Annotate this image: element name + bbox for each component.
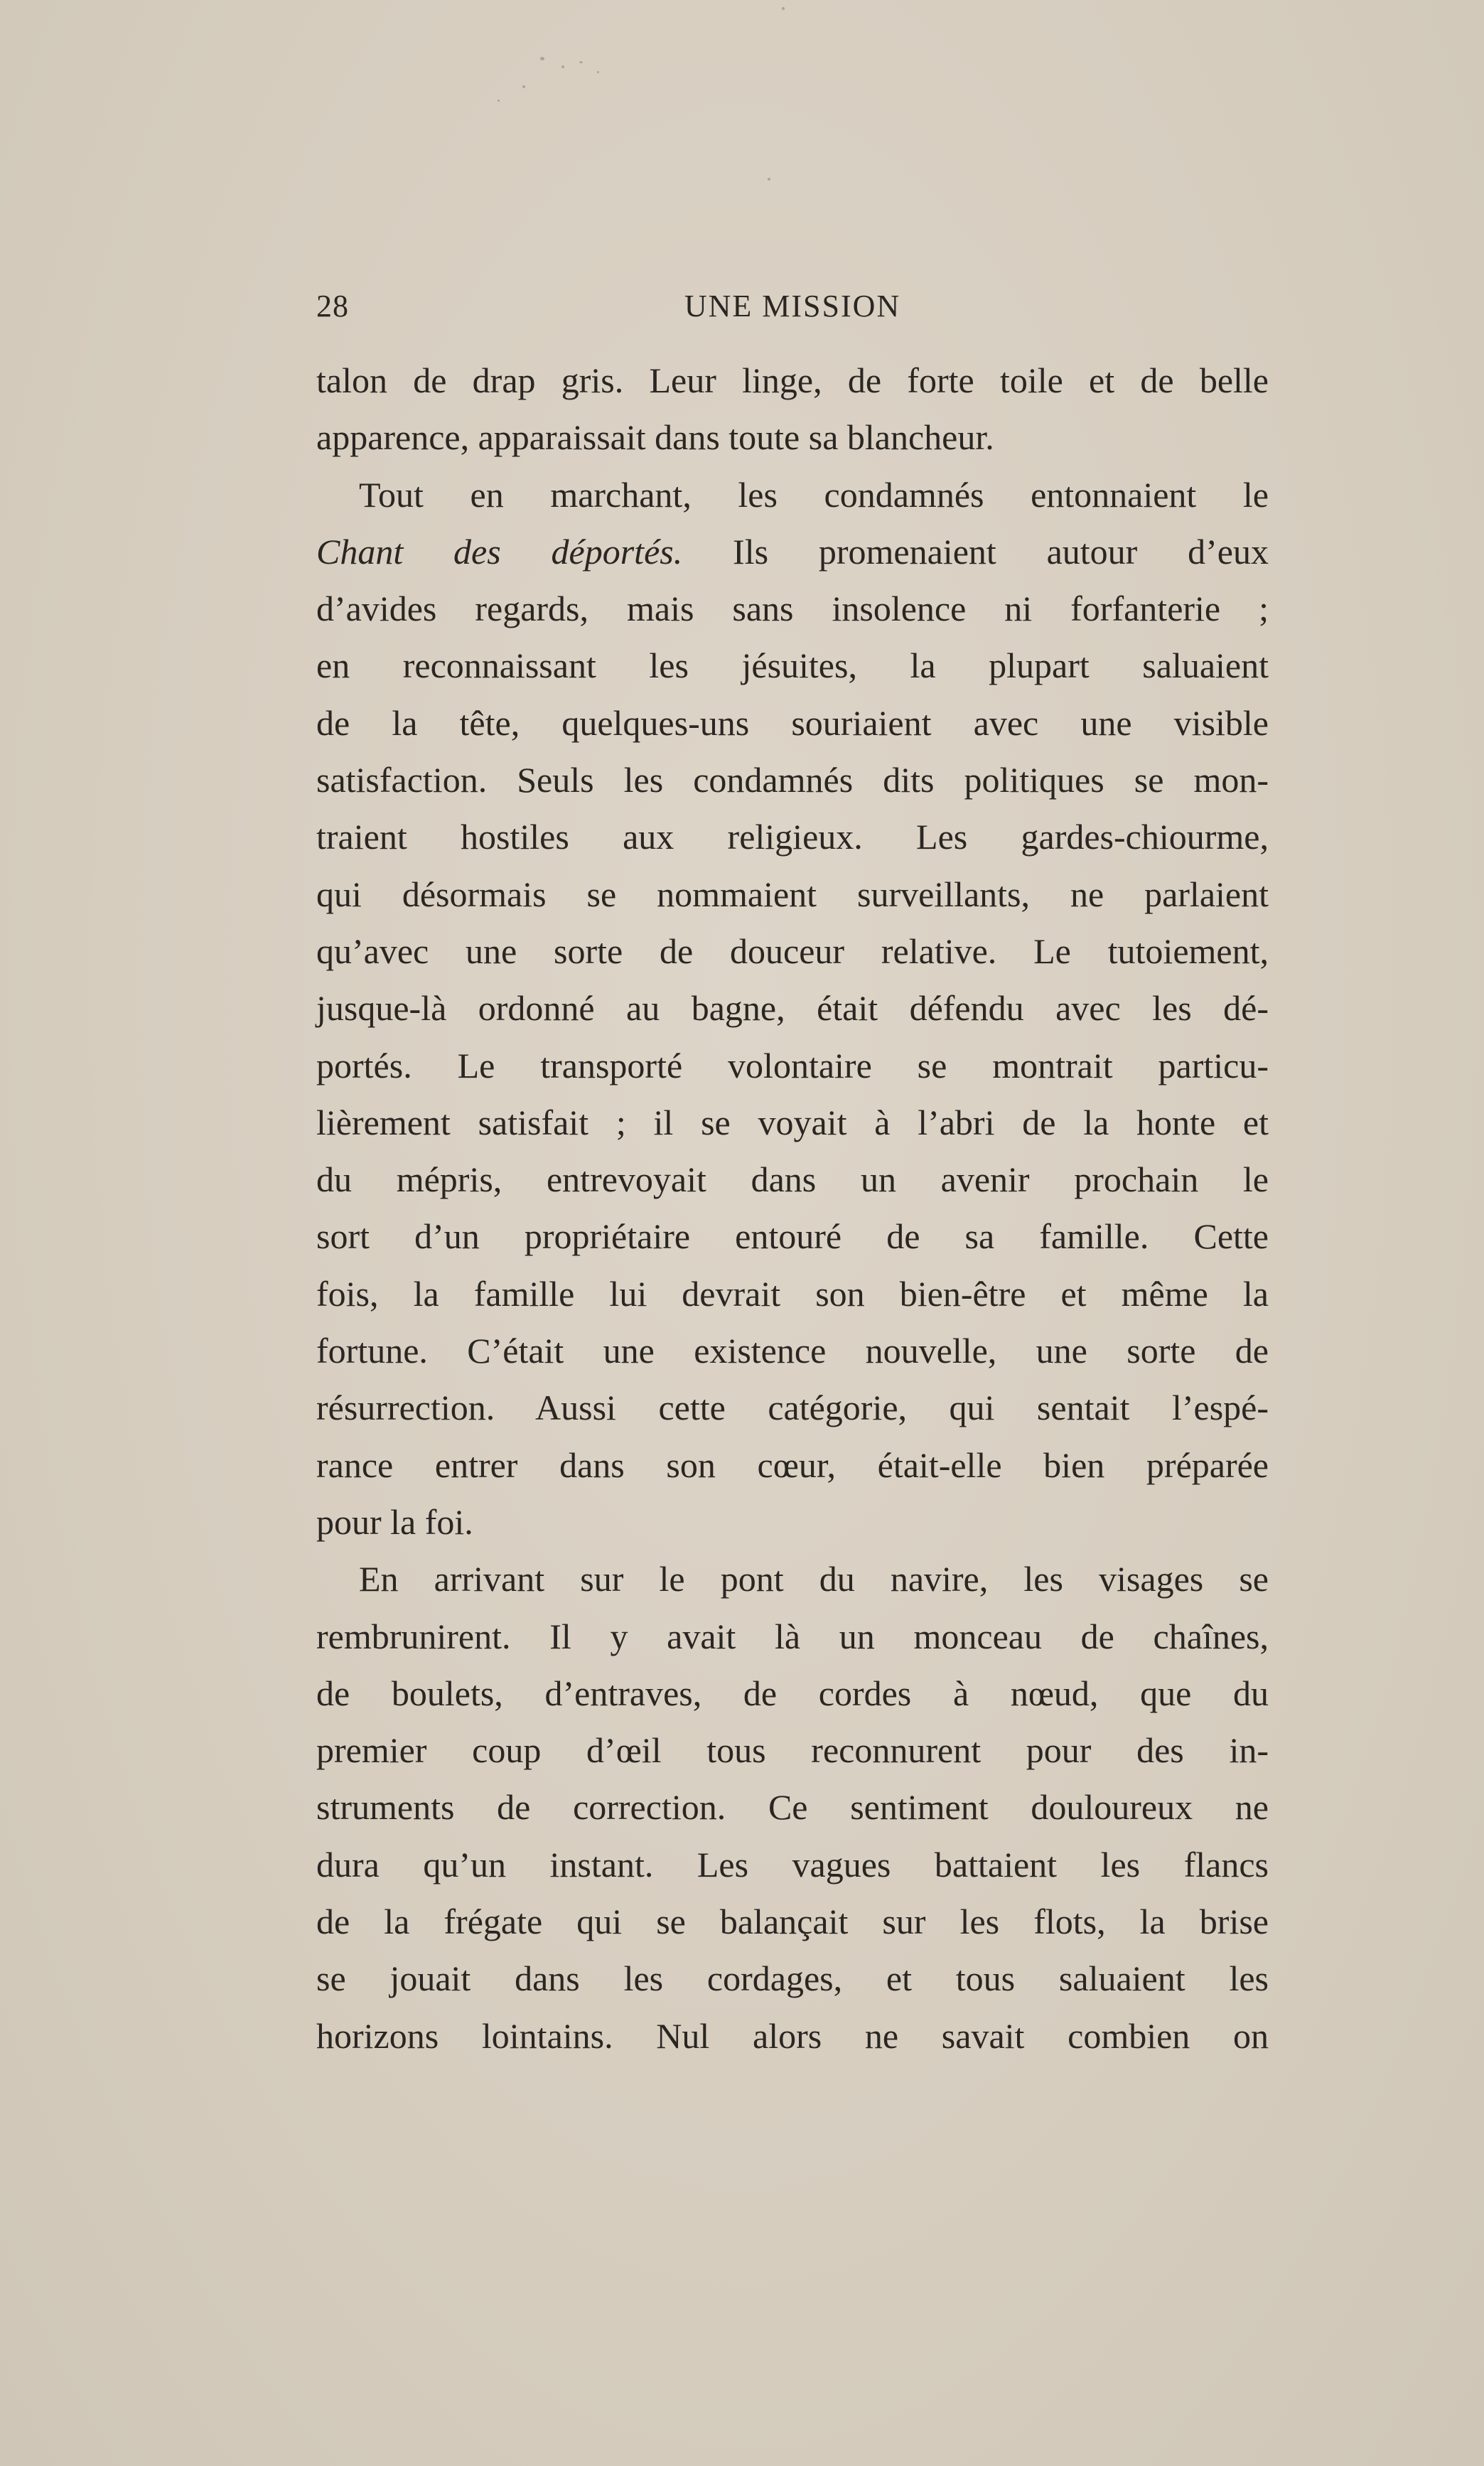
text-line: traient hostiles aux religieux. Les gardes-chiourme, <box>316 817 1269 857</box>
text-line: satisfaction. Seuls les condamnés dits politiques se mon- <box>316 760 1269 800</box>
foxing-speck <box>498 100 500 102</box>
text-line: résurrection. Aussi cette catégorie, qui sentait l’espé- <box>316 1388 1269 1428</box>
foxing-speck <box>540 57 544 60</box>
text-line: premier coup d’œil tous reconnurent pour des in- <box>316 1730 1269 1771</box>
foxing-speck <box>579 61 583 63</box>
text-line: se jouait dans les cordages, et tous saluaient les <box>316 1958 1269 1999</box>
text-line: qui désormais se nommaient surveillants, ne parlaient <box>316 874 1269 914</box>
text-line: portés. Le transporté volontaire se montrait particu- <box>316 1045 1269 1085</box>
text-line: qu’avec une sorte de douceur relative. Le tutoiement, <box>316 931 1269 971</box>
foxing-speck <box>782 7 785 10</box>
text-line-rest: Ils promenaient autour d’eux <box>682 531 1269 572</box>
page-number: 28 <box>316 289 349 323</box>
text-line: rembrunirent. Il y avait là un monceau de chaînes, <box>316 1616 1269 1656</box>
running-head <box>316 288 1269 338</box>
text-line: apparence, apparaissait dans toute sa blancheur. <box>316 417 994 458</box>
foxing-speck <box>561 65 564 68</box>
text-line: horizons lointains. Nul alors ne savait combien on <box>316 2015 1269 2056</box>
text-line: rance entrer dans son cœur, était-elle bien préparée <box>316 1444 1269 1485</box>
text-line: de la frégate qui se balançait sur les flots, la brise <box>316 1902 1269 1942</box>
text-line: en reconnaissant les jésuites, la plupart saluaient <box>316 645 1269 686</box>
text-line: sort d’un propriétaire entouré de sa famille. Cette <box>316 1216 1269 1257</box>
running-title: UNE MISSION <box>684 289 901 323</box>
text-line: du mépris, entrevoyait dans un avenir prochain le <box>316 1159 1269 1200</box>
text-line: Tout en marchant, les condamnés entonnaient le <box>359 474 1269 515</box>
text-line: d’avides regards, mais sans insolence ni forfanterie ; <box>316 589 1269 629</box>
foxing-speck <box>522 85 525 88</box>
text-line <box>316 523 1269 580</box>
text-line: fortune. C’était une existence nouvelle, une sorte de <box>316 1331 1269 1371</box>
text-line: de la tête, quelques-uns souriaient avec une visible <box>316 702 1269 743</box>
italic-title: Chant des déportés. <box>316 531 683 572</box>
text-line: fois, la famille lui devrait son bien-être et même la <box>316 1273 1269 1314</box>
text-line: de boulets, d’entraves, de cordes à nœud, que du <box>316 1673 1269 1713</box>
body-text <box>316 352 1269 2064</box>
foxing-speck <box>768 178 770 181</box>
foxing-speck <box>597 71 599 73</box>
text-line: lièrement satisfait ; il se voyait à l’abri de la honte et <box>316 1102 1269 1142</box>
text-line: jusque-là ordonné au bagne, était défendu avec les dé- <box>316 988 1269 1029</box>
text-line: struments de correction. Ce sentiment douloureux ne <box>316 1787 1269 1828</box>
text-line: dura qu’un instant. Les vagues battaient les flancs <box>316 1844 1269 1885</box>
text-line: En arrivant sur le pont du navire, les visages se <box>359 1559 1269 1599</box>
text-line: talon de drap gris. Leur linge, de forte toile et de belle <box>316 360 1269 400</box>
text-line: pour la foi. <box>316 1501 473 1542</box>
